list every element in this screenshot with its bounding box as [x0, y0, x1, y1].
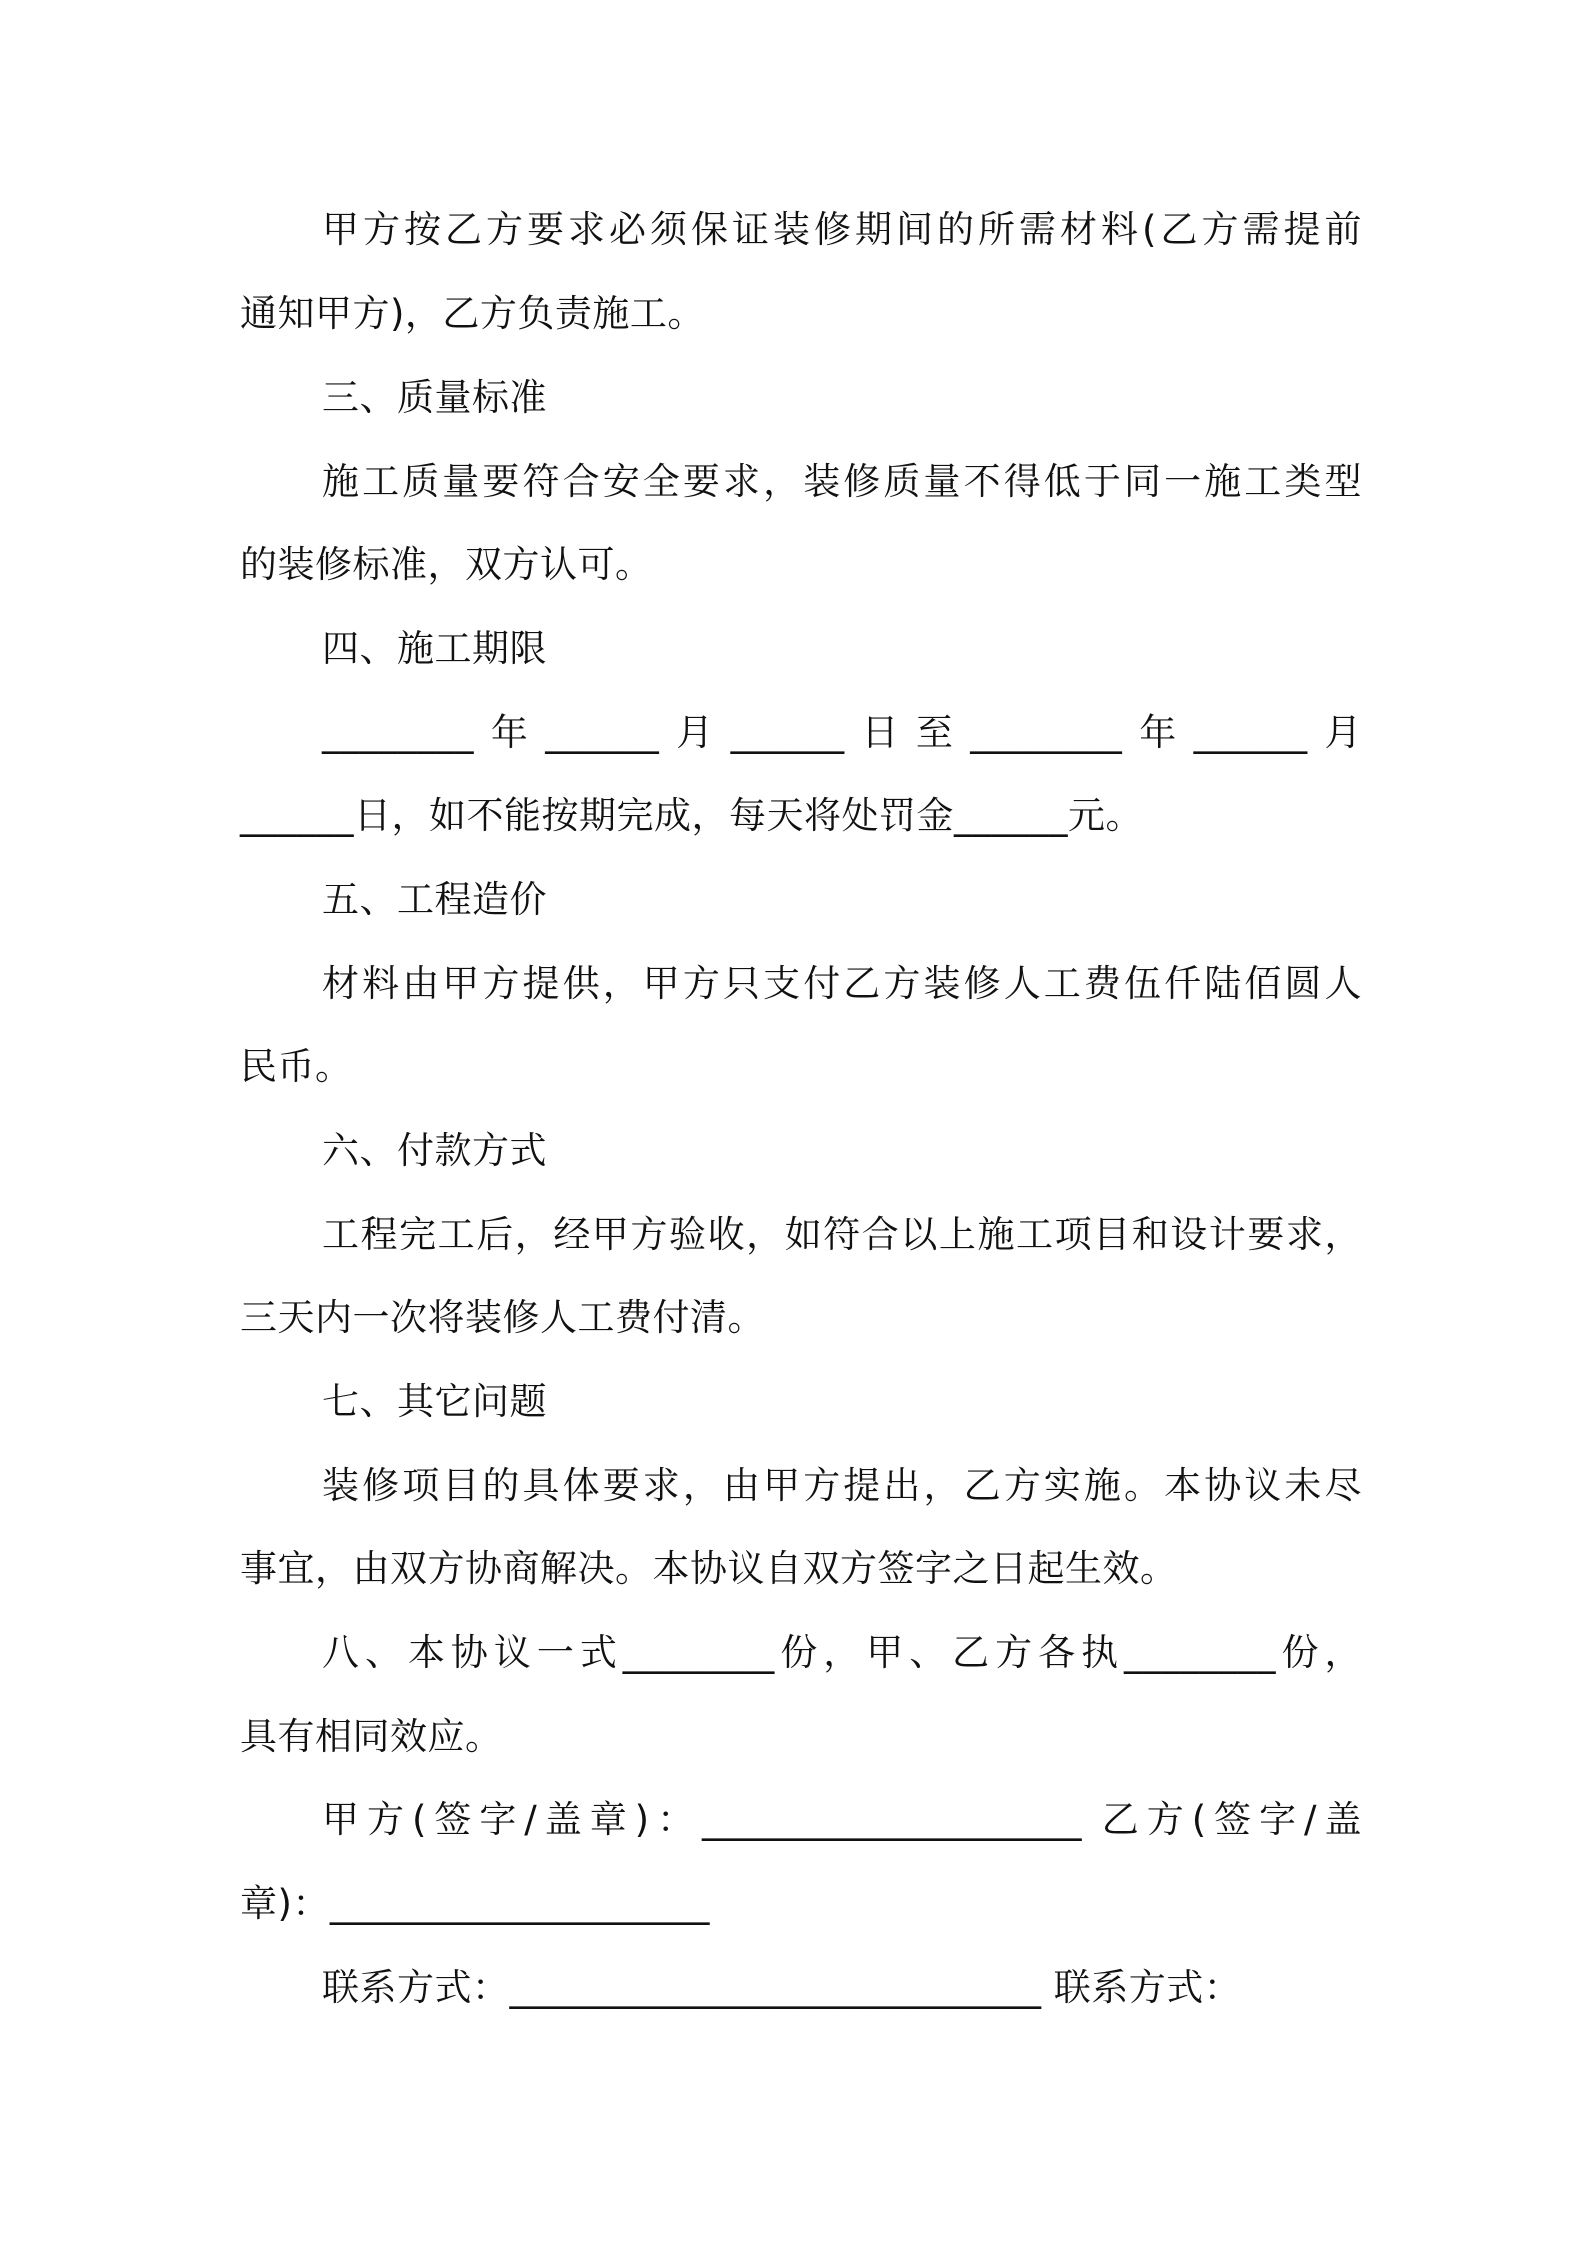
clause-2-text-line-2: 通知甲方)，乙方负责施工。 — [240, 292, 705, 335]
heading-quality-standard: 三、质量标准 — [322, 376, 547, 419]
cost-text-line-1: 材料由甲方提供，甲方只支付乙方装修人工费伍仟陆佰圆人 — [322, 962, 1362, 1005]
heading-project-cost: 五、工程造价 — [322, 878, 547, 921]
other-text-line-2: 事宜，由双方协商解决。本协议自双方签字之日起生效。 — [240, 1547, 1178, 1590]
period-text-line-1: ________年______月______日至________年______月 — [322, 711, 1362, 754]
heading-payment-method: 六、付款方式 — [322, 1129, 547, 1172]
contact-line: 联系方式：____________________________ 联系方式： — [322, 1966, 1242, 2009]
signature-line-2: 章)：____________________ — [240, 1882, 710, 1925]
cost-text-line-2: 民币。 — [240, 1045, 353, 1088]
heading-construction-period: 四、施工期限 — [322, 627, 547, 670]
quality-text-line-2: 的装修标准，双方认可。 — [240, 543, 653, 586]
signature-line-1: 甲方(签字/盖章)：____________________ 乙方(签字/盖 — [322, 1798, 1362, 1841]
copies-text-line-1: 八、本协议一式________份，甲、乙方各执________份， — [322, 1631, 1362, 1674]
quality-text-line-1: 施工质量要符合安全要求，装修质量不得低于同一施工类型 — [322, 460, 1362, 503]
clause-2-text-line-1: 甲方按乙方要求必须保证装修期间的所需材料(乙方需提前 — [322, 208, 1362, 251]
other-text-line-1: 装修项目的具体要求，由甲方提出，乙方实施。本协议未尽 — [322, 1464, 1362, 1507]
copies-text-line-2: 具有相同效应。 — [240, 1715, 503, 1758]
period-text-line-2: ______日，如不能按期完成，每天将处罚金______元。 — [240, 794, 1143, 837]
payment-text-line-2: 三天内一次将装修人工费付清。 — [240, 1296, 765, 1339]
heading-other-issues: 七、其它问题 — [322, 1380, 547, 1423]
payment-text-line-1: 工程完工后，经甲方验收，如符合以上施工项目和设计要求， — [322, 1213, 1362, 1256]
